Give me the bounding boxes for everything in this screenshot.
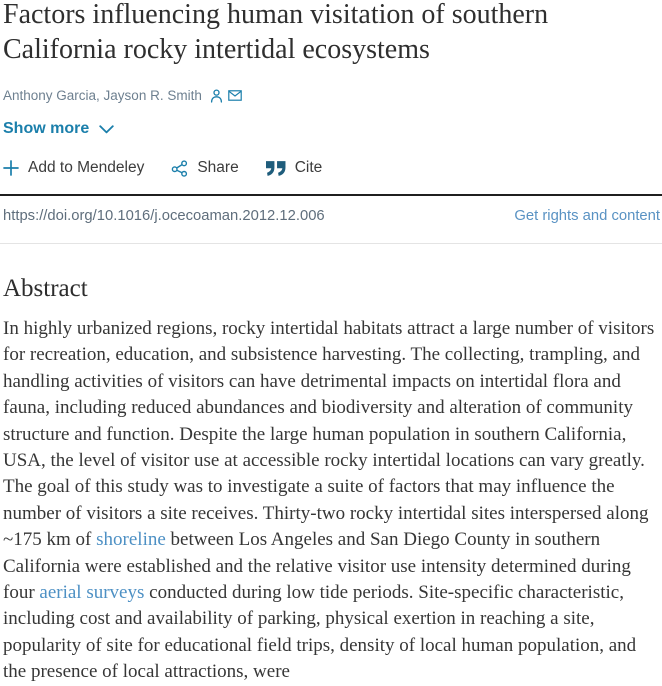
author-names-link[interactable]: Anthony Garcia, Jayson R. Smith — [3, 88, 202, 103]
get-rights-link[interactable]: Get rights and content — [514, 208, 660, 224]
article-title: Factors influencing human visitation of southern California rocky intertidal ecosystems — [3, 0, 549, 65]
share-icon — [171, 160, 188, 177]
shoreline-link[interactable]: shoreline — [96, 529, 166, 551]
show-more-label: Show more — [3, 120, 90, 137]
actions-row — [3, 159, 660, 177]
corresponding-author-envelope-icon[interactable] — [228, 90, 242, 101]
add-to-mendeley-button[interactable] — [3, 159, 144, 177]
share-label: Share — [197, 159, 239, 176]
author-profile-icon[interactable] — [210, 89, 223, 103]
add-to-mendeley-label: Add to Mendeley — [28, 159, 145, 176]
divider-light — [0, 243, 662, 244]
show-more-button[interactable] — [3, 120, 114, 138]
abstract-segment: between Los Angeles and San Diego County in southern California were established and the relative visitor use intensity determined during four — [3, 529, 631, 604]
doi-link[interactable]: https://doi.org/10.1016/j.ocecoaman.2012.12.006 — [3, 208, 325, 224]
share-button[interactable] — [171, 159, 238, 177]
cite-label: Cite — [294, 159, 323, 176]
abstract-heading: Abstract — [3, 275, 88, 302]
abstract-segment: In highly urbanized regions, rocky intertidal habitats attract a large number of visitors for recreation, education, and subsistence harvesting. The collecting, trampling, and handling activities of visitors can have detrimental impacts on intertidal flora and fauna, including reduced abundances and biodiversity and alteration of community structure and function. Despite the large human population in southern California, USA, the level of visitor use at accessible rocky intertidal locations can vary greatly. The goal of this study was to investigate a suite of factors that may influence the number of visitors a site receives. Thirty-two rocky intertidal sites interspersed along ~175 km of — [3, 318, 655, 551]
cite-button[interactable] — [266, 159, 323, 177]
divider-dark — [0, 194, 662, 196]
abstract-segment: conducted during low tide periods. Site-specific characteristic, including cost and availability of parking, physical exertion in reaching a site, popularity of site for educational field trips, density of local human population, and the presence of local attractions, were — [3, 582, 637, 683]
aerial-surveys-link[interactable]: aerial surveys — [39, 582, 145, 604]
cite-quotes-icon — [266, 161, 286, 176]
plus-icon — [3, 160, 19, 176]
authors-row — [3, 88, 660, 103]
chevron-down-icon — [99, 125, 114, 134]
abstract-text — [3, 316, 660, 686]
author-icons — [210, 89, 242, 103]
doi-row — [3, 208, 660, 224]
